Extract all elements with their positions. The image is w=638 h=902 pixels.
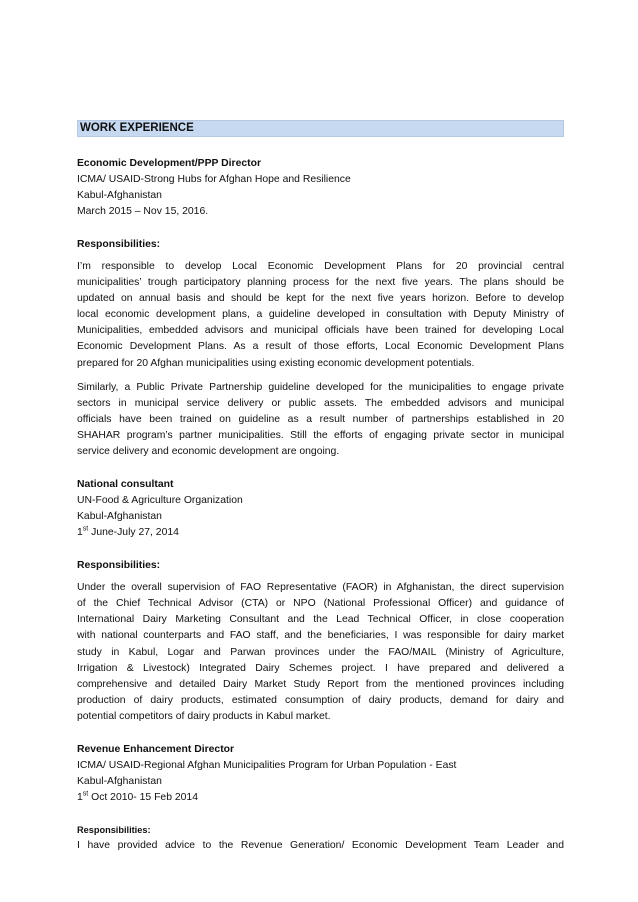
paragraph-line: prepared for 20 Afghan municipalities using existing economic development potentials. <box>77 357 475 369</box>
job-organization: ICMA/ USAID-Regional Afghan Municipalities Program for Urban Population - East <box>77 759 457 771</box>
section-header-work-experience: WORK EXPERIENCE <box>77 120 564 137</box>
paragraph-line: updated on annual basis and should be kept for the next five years horizon. Before to develop <box>77 293 564 305</box>
responsibilities-paragraph <box>77 380 564 460</box>
paragraph-line: potential competitors of dairy products in Kabul market. <box>77 710 331 722</box>
responsibilities-label: Responsibilities: <box>77 560 161 572</box>
job-dates: 1st Oct 2010- 15 Feb 2014 <box>77 790 198 803</box>
paragraph-line: comprehensive and detailed Dairy Market Study Report from the mentioned provinces including <box>77 678 564 690</box>
responsibilities-label: Responsibilities: <box>77 824 151 835</box>
paragraph-line: of the Chief Technical Advisor (CTA) or NPO (National Professional Officer) and guidance of <box>77 598 564 610</box>
paragraph-line: service delivery and economic development are ongoing. <box>77 446 340 458</box>
paragraph-line: local economic development plans, a guideline developed in consultation with Deputy Ministry of <box>77 309 564 321</box>
job-title: Revenue Enhancement Director <box>77 743 235 755</box>
job-location: Kabul-Afghanistan <box>77 511 162 523</box>
job-entry <box>77 156 564 460</box>
paragraph-line: I have provided advice to the Revenue Generation/ Economic Development Team Leader and <box>77 839 564 851</box>
paragraph-line: with national counterparts and FAO staff, and the beneficiaries, I was responsible for dairy market <box>77 630 564 642</box>
job-entry <box>77 477 564 725</box>
paragraph-line: Similarly, a Public Private Partnership guideline developed for the municipalities to engage private <box>77 381 564 393</box>
job-location: Kabul-Afghanistan <box>77 775 162 787</box>
job-location: Kabul-Afghanistan <box>77 190 162 201</box>
responsibilities-label: Responsibilities: <box>77 239 161 250</box>
responsibilities-paragraph <box>77 259 564 372</box>
paragraph-line: I’m responsible to develop Local Economic Development Plans for 20 provincial central <box>77 261 564 272</box>
paragraph-line: Economic Development Plans. As a result of those efforts, Local Economic Development Plans <box>77 341 564 353</box>
paragraph-line: production of dairy products, estimated consumption of dairy products, demand for dairy and <box>77 694 564 706</box>
paragraph-line: SHAHAR program’s partner municipalities. Still the efforts of engaging private sector in municipal <box>77 429 564 441</box>
paragraph-line: Irrigation & Livestock) Integrated Dairy Schemes project. I have prepared and delivered a <box>77 662 564 674</box>
job-title: Economic Development/PPP Director <box>77 158 262 169</box>
paragraph-line: officials have been trained on guideline as a result number of partnerships established in 20 <box>77 413 564 425</box>
job-dates: March 2015 – Nov 15, 2016. <box>77 206 209 217</box>
job-organization: ICMA/ USAID-Strong Hubs for Afghan Hope and Resilience <box>77 174 351 185</box>
paragraph-line: sectors in municipal service delivery or public assets. The embedded advisors and municipal <box>77 397 564 409</box>
responsibilities-paragraph <box>77 838 564 854</box>
paragraph-line: Under the overall supervision of FAO Representative (FAOR) in Afghanistan, the direct supervision <box>77 582 564 594</box>
paragraph-line: study in Kabul, Logar and Parwan provinces under the FAO/MAIL (Ministry of Agriculture, <box>77 646 564 658</box>
job-title: National consultant <box>77 479 174 491</box>
paragraph-line: municipalities’ trough participatory planning process for the next five years. The plans should be <box>77 277 564 289</box>
job-organization: UN-Food & Agriculture Organization <box>77 495 243 507</box>
resume-page <box>77 120 564 854</box>
paragraph-line: Municipalities, embedded advisors and municipal officials have been trained for developing Local <box>77 325 564 337</box>
job-dates: 1st June-July 27, 2014 <box>77 525 179 539</box>
paragraph-line: International Dairy Marketing Consultant and the Lead Technical Officer, in close cooperation <box>77 614 564 626</box>
job-entry <box>77 742 564 854</box>
responsibilities-paragraph <box>77 580 564 725</box>
